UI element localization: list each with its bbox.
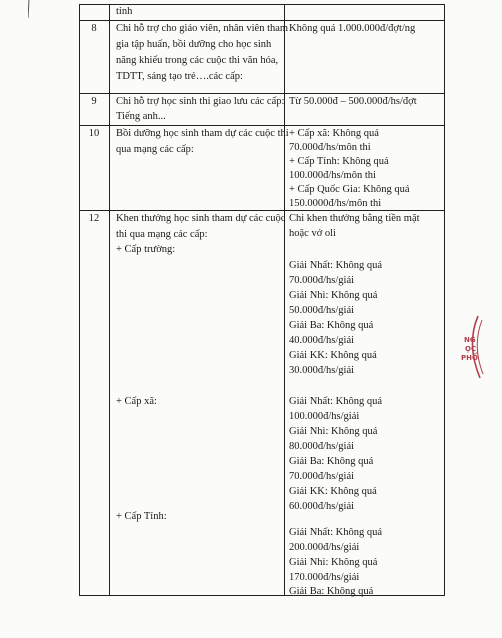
- cell-text: Giải KK: Không quá: [289, 350, 377, 361]
- cell-text: Giải KK: Không quá: [289, 486, 377, 497]
- cell-text: + Cấp Tỉnh:: [116, 511, 167, 522]
- cell-text: Giải Nhất: Không quá: [289, 396, 383, 407]
- cell-text: Giải Nhất: Không quá: [289, 260, 383, 271]
- cell-text: Tiếng anh...: [116, 111, 166, 122]
- cell-text: Giải Nhì: Không quá: [289, 557, 378, 568]
- cell-text: 70.000đ/hs/môn thi: [289, 142, 371, 153]
- cell-text: + Cấp Tỉnh: Không quá: [289, 156, 389, 167]
- cell-text: Từ 50.000đ – 500.000đ/hs/đợt: [289, 96, 417, 107]
- svg-text:ỌC: ỌC: [465, 345, 477, 353]
- cell-text: năng khiếu trong các cuộc thi văn hóa,: [116, 55, 279, 66]
- cell-text: Giải Ba: Không quá: [289, 586, 374, 597]
- cell-text: Giải Ba: Không quá: [289, 456, 374, 467]
- cell-text: thi qua mạng các cấp:: [116, 229, 208, 240]
- cell-text: 100.000đ/hs/giải: [289, 411, 360, 422]
- cell-text: Giải Nhì: Không quá: [289, 426, 378, 437]
- row-number: 10: [88, 128, 100, 139]
- cell-text: Khen thưởng học sinh tham dự các cuộc: [116, 213, 286, 224]
- cell-text: gia tập huấn, bồi dưỡng cho học sinh: [116, 39, 272, 50]
- margin-mark: [28, 0, 30, 18]
- cell-text: qua mạng các cấp:: [116, 144, 194, 155]
- cell-text: Chi hỗ trợ cho giáo viên, nhân viên tham: [116, 23, 289, 34]
- cell-text: + Cấp trường:: [116, 244, 176, 255]
- row-number: 8: [91, 23, 97, 34]
- cell-text: 200.000đ/hs/giải: [289, 542, 360, 553]
- cell-text: 80.000đ/hs/giải: [289, 441, 355, 452]
- cell-text: 100.000đ/hs/môn thi: [289, 170, 376, 181]
- cell-text: Chi hỗ trợ học sinh thi giao lưu các cấp:: [116, 96, 285, 107]
- official-stamp: [458, 314, 484, 380]
- cell-text: Giải Nhì: Không quá: [289, 290, 378, 301]
- cell-text: Giải Ba: Không quá: [289, 320, 374, 331]
- svg-text:PHỔ: PHỔ: [461, 354, 478, 362]
- row-number: 12: [88, 213, 100, 224]
- cell-text: tỉnh: [116, 6, 133, 17]
- cell-text: 30.000đ/hs/giải: [289, 365, 355, 376]
- cell-text: 70.000đ/hs/giải: [289, 275, 355, 286]
- cell-text: 150.0000đ/hs/môn thi: [289, 198, 382, 209]
- row-number: 9: [91, 96, 97, 107]
- cell-text: Giải Nhất: Không quá: [289, 527, 383, 538]
- cell-text: 60.000đ/hs/giải: [289, 501, 355, 512]
- cell-text: + Cấp xã:: [116, 396, 157, 407]
- svg-text:NG: NG: [464, 336, 476, 344]
- cell-text: + Cấp xã: Không quá: [289, 128, 379, 139]
- column-divider: [284, 4, 285, 596]
- cell-text: 40.000đ/hs/giải: [289, 335, 355, 346]
- table-top-border: [79, 4, 445, 5]
- cell-text: Bồi dưỡng học sinh tham dự các cuộc thi: [116, 128, 289, 139]
- cell-text: TDTT, sáng tạo trẻ….các cấp:: [116, 71, 243, 82]
- cell-text: 50.000đ/hs/giải: [289, 305, 355, 316]
- column-divider: [109, 4, 110, 596]
- cell-text: Không quá 1.000.000đ/đợt/ng: [289, 23, 416, 34]
- cell-text: Chi khen thưởng bằng tiền mặt: [289, 213, 420, 224]
- cell-text: 170.000đ/hs/giải: [289, 572, 360, 583]
- cell-text: hoặc vở oli: [289, 228, 336, 239]
- cell-text: 70.000đ/hs/giải: [289, 471, 355, 482]
- cell-text: + Cấp Quốc Gia: Không quá: [289, 184, 410, 195]
